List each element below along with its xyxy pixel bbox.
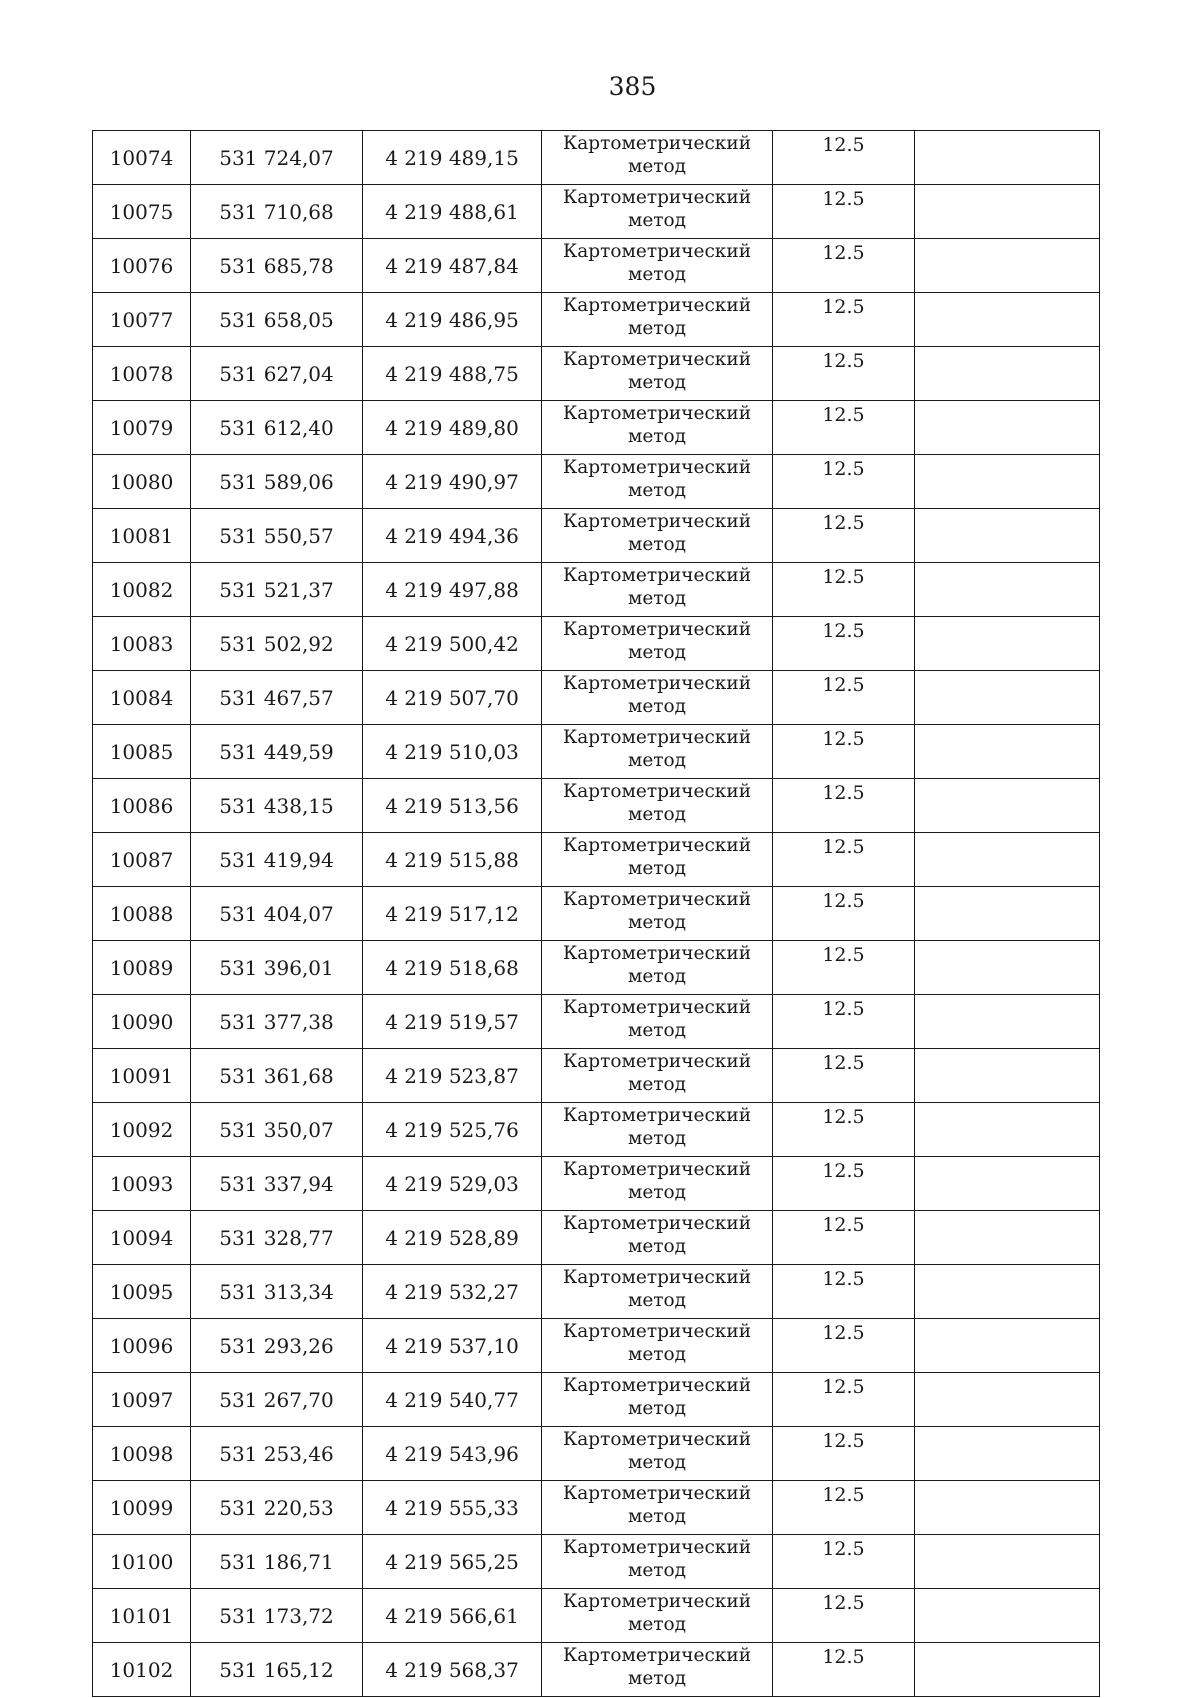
y-coordinate-cell: 4 219 537,10 (363, 1319, 542, 1373)
x-coordinate-cell: 531 253,46 (191, 1427, 363, 1481)
method-line-2: метод (627, 480, 687, 501)
method-line-1: Картометрический (562, 997, 752, 1018)
method-line-1: Картометрический (562, 889, 752, 910)
method-cell (542, 1373, 773, 1427)
x-coordinate-cell: 531 361,68 (191, 1049, 363, 1103)
x-coordinate-cell: 531 521,37 (191, 563, 363, 617)
x-coordinate-cell: 531 293,26 (191, 1319, 363, 1373)
x-coordinate-cell: 531 328,77 (191, 1211, 363, 1265)
method-cell (542, 887, 773, 941)
x-coordinate-cell: 531 589,06 (191, 455, 363, 509)
point-number-cell: 10080 (93, 455, 191, 509)
method-line-1: Картометрический (562, 1213, 752, 1234)
point-number-cell: 10074 (93, 131, 191, 185)
method-line-1: Картометрический (562, 457, 752, 478)
y-coordinate-cell: 4 219 568,37 (363, 1643, 542, 1697)
method-line-1: Картометрический (562, 187, 752, 208)
point-number-cell: 10098 (93, 1427, 191, 1481)
method-line-1: Картометрический (562, 1321, 752, 1342)
x-coordinate-cell: 531 550,57 (191, 509, 363, 563)
method-cell (542, 833, 773, 887)
method-cell (542, 401, 773, 455)
y-coordinate-cell: 4 219 487,84 (363, 239, 542, 293)
note-cell (915, 1481, 1100, 1535)
method-cell (542, 1535, 773, 1589)
y-coordinate-cell: 4 219 566,61 (363, 1589, 542, 1643)
method-cell (542, 1427, 773, 1481)
method-line-2: метод (627, 1506, 687, 1527)
accuracy-cell: 12.5 (773, 1049, 915, 1103)
method-line-1: Картометрический (562, 403, 752, 424)
x-coordinate-cell: 531 173,72 (191, 1589, 363, 1643)
note-cell (915, 347, 1100, 401)
table-row (93, 671, 1100, 725)
note-cell (915, 401, 1100, 455)
y-coordinate-cell: 4 219 543,96 (363, 1427, 542, 1481)
point-number-cell: 10075 (93, 185, 191, 239)
table-row (93, 1211, 1100, 1265)
point-number-cell: 10090 (93, 995, 191, 1049)
method-cell (542, 1265, 773, 1319)
note-cell (915, 1589, 1100, 1643)
note-cell (915, 833, 1100, 887)
accuracy-cell: 12.5 (773, 995, 915, 1049)
table-row (93, 293, 1100, 347)
table-row (93, 1427, 1100, 1481)
note-cell (915, 995, 1100, 1049)
method-line-2: метод (627, 264, 687, 285)
x-coordinate-cell: 531 502,92 (191, 617, 363, 671)
point-number-cell: 10088 (93, 887, 191, 941)
y-coordinate-cell: 4 219 532,27 (363, 1265, 542, 1319)
table-row (93, 1157, 1100, 1211)
point-number-cell: 10085 (93, 725, 191, 779)
method-line-2: метод (627, 1452, 687, 1473)
method-line-1: Картометрический (562, 1645, 752, 1666)
coordinates-table (92, 130, 1100, 1697)
table-row (93, 1535, 1100, 1589)
method-line-1: Картометрический (562, 1429, 752, 1450)
point-number-cell: 10084 (93, 671, 191, 725)
method-line-2: метод (627, 156, 687, 177)
y-coordinate-cell: 4 219 565,25 (363, 1535, 542, 1589)
table-row (93, 617, 1100, 671)
x-coordinate-cell: 531 220,53 (191, 1481, 363, 1535)
method-line-2: метод (627, 858, 687, 879)
accuracy-cell: 12.5 (773, 509, 915, 563)
method-cell (542, 1157, 773, 1211)
method-line-2: метод (627, 318, 687, 339)
method-cell (542, 1211, 773, 1265)
method-line-2: метод (627, 426, 687, 447)
table-row (93, 185, 1100, 239)
x-coordinate-cell: 531 627,04 (191, 347, 363, 401)
method-cell (542, 131, 773, 185)
point-number-cell: 10081 (93, 509, 191, 563)
method-line-1: Картометрический (562, 295, 752, 316)
accuracy-cell: 12.5 (773, 617, 915, 671)
table-row (93, 455, 1100, 509)
y-coordinate-cell: 4 219 523,87 (363, 1049, 542, 1103)
method-line-2: метод (627, 534, 687, 555)
point-number-cell: 10079 (93, 401, 191, 455)
method-cell (542, 779, 773, 833)
note-cell (915, 1211, 1100, 1265)
y-coordinate-cell: 4 219 488,75 (363, 347, 542, 401)
accuracy-cell: 12.5 (773, 401, 915, 455)
method-line-1: Картометрический (562, 1105, 752, 1126)
point-number-cell: 10101 (93, 1589, 191, 1643)
accuracy-cell: 12.5 (773, 1589, 915, 1643)
table-row (93, 1643, 1100, 1697)
method-line-2: метод (627, 1614, 687, 1635)
note-cell (915, 725, 1100, 779)
accuracy-cell: 12.5 (773, 1373, 915, 1427)
y-coordinate-cell: 4 219 494,36 (363, 509, 542, 563)
x-coordinate-cell: 531 396,01 (191, 941, 363, 995)
accuracy-cell: 12.5 (773, 941, 915, 995)
method-cell (542, 455, 773, 509)
point-number-cell: 10087 (93, 833, 191, 887)
method-cell (542, 671, 773, 725)
x-coordinate-cell: 531 612,40 (191, 401, 363, 455)
y-coordinate-cell: 4 219 519,57 (363, 995, 542, 1049)
method-line-2: метод (627, 696, 687, 717)
table-row (93, 941, 1100, 995)
point-number-cell: 10082 (93, 563, 191, 617)
method-line-2: метод (627, 1560, 687, 1581)
method-line-1: Картометрический (562, 1591, 752, 1612)
note-cell (915, 887, 1100, 941)
method-line-1: Картометрический (562, 727, 752, 748)
method-line-1: Картометрический (562, 1375, 752, 1396)
method-cell (542, 1481, 773, 1535)
x-coordinate-cell: 531 404,07 (191, 887, 363, 941)
table-row (93, 779, 1100, 833)
method-line-2: метод (627, 966, 687, 987)
accuracy-cell: 12.5 (773, 563, 915, 617)
note-cell (915, 1319, 1100, 1373)
table-row (93, 1319, 1100, 1373)
method-line-1: Картометрический (562, 1267, 752, 1288)
method-line-1: Картометрический (562, 1051, 752, 1072)
note-cell (915, 1427, 1100, 1481)
accuracy-cell: 12.5 (773, 131, 915, 185)
x-coordinate-cell: 531 350,07 (191, 1103, 363, 1157)
point-number-cell: 10083 (93, 617, 191, 671)
method-cell (542, 1319, 773, 1373)
method-line-2: метод (627, 1344, 687, 1365)
note-cell (915, 1157, 1100, 1211)
method-line-2: метод (627, 1398, 687, 1419)
method-cell (542, 185, 773, 239)
note-cell (915, 671, 1100, 725)
point-number-cell: 10078 (93, 347, 191, 401)
method-line-1: Картометрический (562, 619, 752, 640)
accuracy-cell: 12.5 (773, 293, 915, 347)
accuracy-cell: 12.5 (773, 1481, 915, 1535)
table-row (93, 1265, 1100, 1319)
method-line-1: Картометрический (562, 781, 752, 802)
y-coordinate-cell: 4 219 540,77 (363, 1373, 542, 1427)
method-cell (542, 293, 773, 347)
method-line-2: метод (627, 804, 687, 825)
table-row (93, 563, 1100, 617)
y-coordinate-cell: 4 219 513,56 (363, 779, 542, 833)
accuracy-cell: 12.5 (773, 1265, 915, 1319)
method-line-1: Картометрический (562, 673, 752, 694)
note-cell (915, 185, 1100, 239)
accuracy-cell: 12.5 (773, 1211, 915, 1265)
x-coordinate-cell: 531 724,07 (191, 131, 363, 185)
page-number: 385 (608, 72, 657, 101)
accuracy-cell: 12.5 (773, 1643, 915, 1697)
point-number-cell: 10095 (93, 1265, 191, 1319)
point-number-cell: 10089 (93, 941, 191, 995)
method-cell (542, 725, 773, 779)
x-coordinate-cell: 531 710,68 (191, 185, 363, 239)
x-coordinate-cell: 531 438,15 (191, 779, 363, 833)
table-row (93, 347, 1100, 401)
y-coordinate-cell: 4 219 510,03 (363, 725, 542, 779)
table-row (93, 1049, 1100, 1103)
method-line-2: метод (627, 912, 687, 933)
method-line-1: Картометрический (562, 1483, 752, 1504)
method-line-2: метод (627, 1236, 687, 1257)
y-coordinate-cell: 4 219 490,97 (363, 455, 542, 509)
method-cell (542, 1589, 773, 1643)
note-cell (915, 1535, 1100, 1589)
y-coordinate-cell: 4 219 497,88 (363, 563, 542, 617)
method-line-1: Картометрический (562, 1537, 752, 1558)
table-row (93, 833, 1100, 887)
method-line-2: метод (627, 1074, 687, 1095)
y-coordinate-cell: 4 219 555,33 (363, 1481, 542, 1535)
x-coordinate-cell: 531 449,59 (191, 725, 363, 779)
note-cell (915, 293, 1100, 347)
table-row (93, 401, 1100, 455)
accuracy-cell: 12.5 (773, 455, 915, 509)
accuracy-cell: 12.5 (773, 347, 915, 401)
method-line-1: Картометрический (562, 511, 752, 532)
note-cell (915, 1103, 1100, 1157)
accuracy-cell: 12.5 (773, 779, 915, 833)
method-cell (542, 347, 773, 401)
y-coordinate-cell: 4 219 528,89 (363, 1211, 542, 1265)
point-number-cell: 10086 (93, 779, 191, 833)
method-line-1: Картометрический (562, 565, 752, 586)
point-number-cell: 10077 (93, 293, 191, 347)
point-number-cell: 10091 (93, 1049, 191, 1103)
accuracy-cell: 12.5 (773, 1103, 915, 1157)
note-cell (915, 239, 1100, 293)
y-coordinate-cell: 4 219 525,76 (363, 1103, 542, 1157)
coordinates-table-body (93, 131, 1100, 1697)
x-coordinate-cell: 531 377,38 (191, 995, 363, 1049)
point-number-cell: 10096 (93, 1319, 191, 1373)
method-cell (542, 563, 773, 617)
note-cell (915, 131, 1100, 185)
y-coordinate-cell: 4 219 507,70 (363, 671, 542, 725)
y-coordinate-cell: 4 219 529,03 (363, 1157, 542, 1211)
method-line-2: метод (627, 588, 687, 609)
note-cell (915, 1265, 1100, 1319)
method-line-1: Картометрический (562, 835, 752, 856)
method-line-2: метод (627, 642, 687, 663)
note-cell (915, 617, 1100, 671)
point-number-cell: 10093 (93, 1157, 191, 1211)
x-coordinate-cell: 531 186,71 (191, 1535, 363, 1589)
method-line-1: Картометрический (562, 1159, 752, 1180)
point-number-cell: 10102 (93, 1643, 191, 1697)
method-cell (542, 941, 773, 995)
note-cell (915, 941, 1100, 995)
method-line-2: метод (627, 1182, 687, 1203)
method-line-2: метод (627, 750, 687, 771)
method-cell (542, 239, 773, 293)
y-coordinate-cell: 4 219 489,15 (363, 131, 542, 185)
table-row (93, 1481, 1100, 1535)
method-line-2: метод (627, 1020, 687, 1041)
accuracy-cell: 12.5 (773, 833, 915, 887)
y-coordinate-cell: 4 219 486,95 (363, 293, 542, 347)
note-cell (915, 1643, 1100, 1697)
point-number-cell: 10097 (93, 1373, 191, 1427)
point-number-cell: 10092 (93, 1103, 191, 1157)
note-cell (915, 779, 1100, 833)
table-row (93, 725, 1100, 779)
x-coordinate-cell: 531 658,05 (191, 293, 363, 347)
table-row (93, 1589, 1100, 1643)
point-number-cell: 10100 (93, 1535, 191, 1589)
accuracy-cell: 12.5 (773, 1319, 915, 1373)
table-row (93, 1373, 1100, 1427)
point-number-cell: 10094 (93, 1211, 191, 1265)
table-row (93, 131, 1100, 185)
accuracy-cell: 12.5 (773, 1427, 915, 1481)
method-line-2: метод (627, 1290, 687, 1311)
point-number-cell: 10076 (93, 239, 191, 293)
accuracy-cell: 12.5 (773, 887, 915, 941)
method-cell (542, 509, 773, 563)
point-number-cell: 10099 (93, 1481, 191, 1535)
x-coordinate-cell: 531 313,34 (191, 1265, 363, 1319)
accuracy-cell: 12.5 (773, 185, 915, 239)
method-line-2: метод (627, 1668, 687, 1689)
y-coordinate-cell: 4 219 488,61 (363, 185, 542, 239)
method-line-2: метод (627, 1128, 687, 1149)
accuracy-cell: 12.5 (773, 725, 915, 779)
method-line-1: Картометрический (562, 133, 752, 154)
y-coordinate-cell: 4 219 517,12 (363, 887, 542, 941)
y-coordinate-cell: 4 219 518,68 (363, 941, 542, 995)
accuracy-cell: 12.5 (773, 1157, 915, 1211)
method-cell (542, 617, 773, 671)
method-line-1: Картометрический (562, 943, 752, 964)
note-cell (915, 455, 1100, 509)
x-coordinate-cell: 531 419,94 (191, 833, 363, 887)
note-cell (915, 509, 1100, 563)
note-cell (915, 1373, 1100, 1427)
x-coordinate-cell: 531 165,12 (191, 1643, 363, 1697)
x-coordinate-cell: 531 467,57 (191, 671, 363, 725)
y-coordinate-cell: 4 219 489,80 (363, 401, 542, 455)
y-coordinate-cell: 4 219 500,42 (363, 617, 542, 671)
method-line-2: метод (627, 210, 687, 231)
note-cell (915, 1049, 1100, 1103)
method-cell (542, 1643, 773, 1697)
method-line-1: Картометрический (562, 349, 752, 370)
accuracy-cell: 12.5 (773, 1535, 915, 1589)
method-cell (542, 995, 773, 1049)
note-cell (915, 563, 1100, 617)
accuracy-cell: 12.5 (773, 671, 915, 725)
table-row (93, 887, 1100, 941)
table-row (93, 509, 1100, 563)
method-cell (542, 1103, 773, 1157)
table-row (93, 1103, 1100, 1157)
x-coordinate-cell: 531 685,78 (191, 239, 363, 293)
method-line-2: метод (627, 372, 687, 393)
method-line-1: Картометрический (562, 241, 752, 262)
x-coordinate-cell: 531 337,94 (191, 1157, 363, 1211)
x-coordinate-cell: 531 267,70 (191, 1373, 363, 1427)
y-coordinate-cell: 4 219 515,88 (363, 833, 542, 887)
accuracy-cell: 12.5 (773, 239, 915, 293)
method-cell (542, 1049, 773, 1103)
table-row (93, 239, 1100, 293)
table-row (93, 995, 1100, 1049)
